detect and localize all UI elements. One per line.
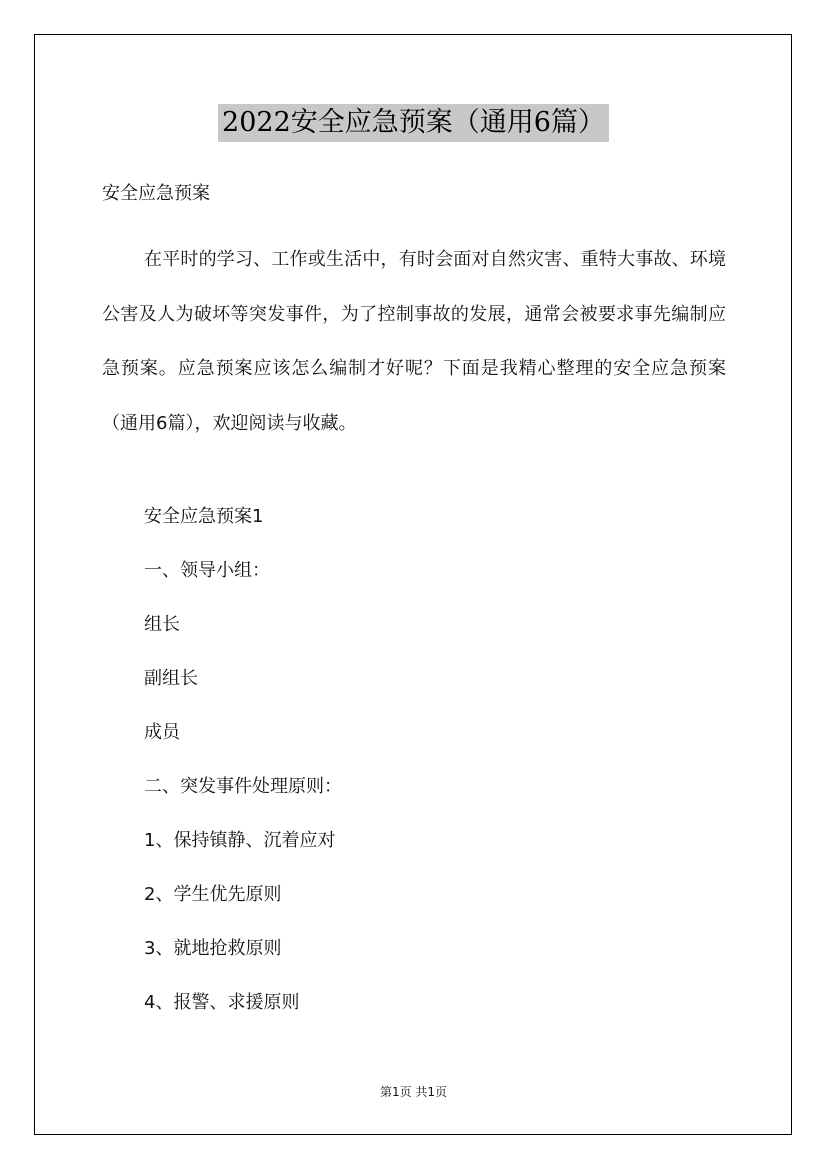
document-title: 2022安全应急预案（通用6篇） xyxy=(218,104,609,142)
list-item: 4、报警、求援原则 xyxy=(144,992,300,1013)
intro-paragraph: 在平时的学习、工作或生活中，有时会面对自然灾害、重特大事故、环境公害及人为破坏等突发事件，为了控制事故的发展，通常会被要求事先编制应急预案。应急预案应该怎么编制才好呢？下面是我精心整理的安全应急预案（通用6篇），欢迎阅读与收藏。 xyxy=(102,249,726,434)
page-footer: 第1页 共1页 xyxy=(379,1085,448,1099)
section-title: 安全应急预案1 xyxy=(144,506,264,527)
list-item: 二、突发事件处理原则： xyxy=(144,776,342,797)
list-item: 一、领导小组： xyxy=(144,560,270,581)
list-item: 组长 xyxy=(144,614,180,635)
list-item: 副组长 xyxy=(144,668,198,689)
subheading: 安全应急预案 xyxy=(102,183,210,204)
content-list xyxy=(144,503,342,1043)
list-item: 2、学生优先原则 xyxy=(144,884,282,905)
list-item: 成员 xyxy=(144,722,180,743)
document-title-container xyxy=(0,104,827,142)
list-item: 3、就地抢救原则 xyxy=(144,938,282,959)
list-item: 1、保持镇静、沉着应对 xyxy=(144,830,336,851)
